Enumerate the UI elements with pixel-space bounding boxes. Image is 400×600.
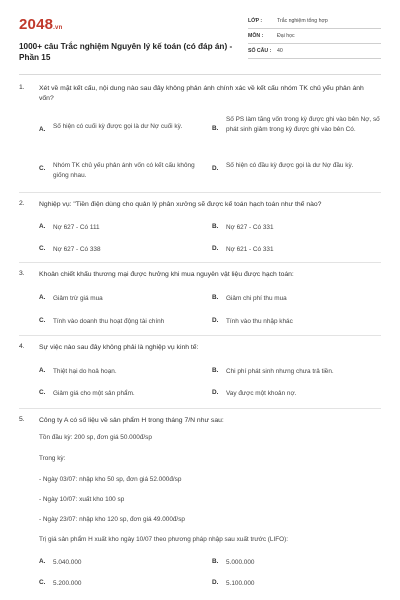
option-text: Giảm giá cho một sản phẩm. (53, 390, 135, 397)
question-detail: - Ngày 10/07: xuất kho 100 sp (39, 496, 125, 503)
question-2 (19, 200, 381, 260)
question-detail: Trị giá sản phẩm H xuất kho ngày 10/07 theo phương pháp nhập sau xuất trước (LIFO): (39, 536, 289, 543)
question-text: Sự việc nào sau đây không phải là nghiệp vụ kinh tế: (39, 344, 199, 351)
option-text: Số hiện có đầu kỳ được gọi là dư Nợ đầu kỳ. (226, 162, 354, 169)
option-text: Số hiện có cuối kỳ được gọi là dư Nợ cuối kỳ. (53, 123, 183, 130)
option-text: Nợ 627 - Có 331 (226, 224, 274, 231)
meta-label: SỐ CÂU : (248, 48, 272, 54)
option-text: Giảm trừ giá mua (53, 295, 103, 302)
option-letter: D. (212, 317, 219, 324)
meta-label: MÔN : (248, 33, 264, 39)
option-a[interactable] (39, 558, 81, 568)
option-text: Nợ 627 - Có 338 (53, 246, 101, 253)
option-text: 5.200.000 (53, 580, 82, 587)
meta-value: 40 (277, 48, 283, 54)
meta-table (248, 14, 381, 59)
meta-row-subject (248, 29, 381, 44)
meta-row-count (248, 44, 381, 59)
option-d[interactable] (212, 317, 293, 327)
option-letter: C. (39, 245, 46, 252)
option-letter: C. (39, 579, 46, 586)
question-detail: Tồn đầu kỳ: 200 sp, đơn giá 50.000đ/sp (39, 434, 152, 441)
option-d[interactable] (212, 245, 274, 255)
option-letter: B. (212, 125, 219, 132)
option-d[interactable] (212, 389, 296, 399)
option-b[interactable] (212, 223, 274, 233)
meta-value: Trắc nghiệm tổng hợp (277, 18, 328, 24)
document-header (19, 12, 381, 67)
option-letter: A. (39, 223, 46, 230)
option-text: 5.000.000 (226, 559, 255, 566)
option-letter: D. (212, 579, 219, 586)
option-letter: B. (212, 294, 219, 301)
option-text: Thiệt hại do hoả hoạn. (53, 368, 117, 375)
option-d[interactable] (212, 161, 382, 172)
question-divider (19, 335, 381, 336)
option-text: Tính vào thu nhập khác (226, 318, 293, 325)
option-a[interactable] (39, 294, 103, 304)
option-c[interactable] (39, 245, 101, 255)
question-text: Công ty A có số liệu về sản phẩm H trong tháng 7/N như sau: (39, 417, 224, 424)
option-b[interactable] (212, 115, 382, 134)
header-divider (19, 74, 381, 75)
question-number: 5. (19, 416, 25, 423)
logo-suffix: .vn (53, 25, 63, 31)
question-detail: - Ngày 03/07: nhập kho 50 sp, đơn giá 52.000đ/sp (39, 476, 182, 483)
option-a[interactable] (39, 122, 217, 133)
question-divider (19, 262, 381, 263)
option-text: Nợ 627 - Có 111 (53, 224, 100, 231)
question-divider (19, 192, 381, 193)
option-letter: A. (39, 367, 46, 374)
option-b[interactable] (212, 558, 254, 568)
option-letter: D. (212, 245, 219, 252)
question-5 (19, 416, 381, 592)
option-d[interactable] (212, 579, 254, 589)
option-letter: C. (39, 389, 46, 396)
option-text: Vay được một khoản nợ. (226, 390, 297, 397)
meta-row-class (248, 14, 381, 29)
question-number: 4. (19, 343, 25, 350)
option-letter: A. (39, 126, 46, 133)
meta-value: Đại học (277, 33, 295, 39)
question-text: Khoản chiết khấu thương mại được hưởng khi mua nguyên vật liệu được hạch toán: (39, 271, 294, 278)
logo-text: 2048 (19, 16, 54, 33)
option-letter: D. (212, 165, 219, 172)
question-text: Nghiệp vụ: "Tiền điện dùng cho quản lý phân xưởng sẽ được kế toán hạch toán như thế nào? (39, 201, 322, 208)
question-detail: Trong kỳ: (39, 455, 66, 462)
option-text: Chi phí phát sinh nhưng chưa trả tiền. (226, 368, 334, 375)
option-c[interactable] (39, 579, 81, 589)
option-text: Nợ 621 - Có 331 (226, 246, 274, 253)
question-4 (19, 343, 381, 405)
option-b[interactable] (212, 367, 334, 377)
option-letter: C. (39, 165, 46, 172)
page-title: 1000+ câu Trắc nghiệm Nguyên lý kế toán (có đáp án) - Phần 15 (19, 42, 233, 62)
option-c[interactable] (39, 389, 135, 399)
option-b[interactable] (212, 294, 287, 304)
option-letter: A. (39, 294, 46, 301)
option-letter: B. (212, 367, 219, 374)
option-text: Số PS làm tăng vốn trong kỳ được ghi vào bên Nợ, số phát sinh giảm trong kỳ được ghi vào bên Có. (226, 116, 380, 133)
question-1 (19, 84, 381, 184)
meta-label: LỚP : (248, 18, 263, 24)
option-a[interactable] (39, 223, 100, 233)
option-c[interactable] (39, 317, 164, 327)
option-text: 5.040.000 (53, 559, 82, 566)
question-3 (19, 270, 381, 332)
question-number: 2. (19, 200, 25, 207)
option-letter: D. (212, 389, 219, 396)
question-divider (19, 408, 381, 409)
option-text: Tính vào doanh thu hoạt động tài chính (53, 318, 165, 325)
option-text: Giảm chi phí thu mua (226, 295, 287, 302)
question-number: 1. (19, 84, 25, 91)
question-detail: - Ngày 23/07: nhập kho 120 sp, đơn giá 49.000đ/sp (39, 516, 185, 523)
option-letter: B. (212, 223, 219, 230)
site-logo[interactable] (19, 16, 62, 33)
question-number: 3. (19, 270, 25, 277)
option-c[interactable] (39, 161, 217, 180)
option-a[interactable] (39, 367, 117, 377)
option-letter: A. (39, 558, 46, 565)
option-text: 5.100.000 (226, 580, 255, 587)
option-text: Nhóm TK chủ yếu phản ánh vốn có kết cấu không giống nhau. (53, 162, 195, 179)
option-letter: C. (39, 317, 46, 324)
question-text: Xét về mặt kết cấu, nội dung nào sau đây không phản ánh chính xác về kết cấu nhóm TK chủ yếu phản ánh vốn? (39, 85, 364, 102)
option-letter: B. (212, 558, 219, 565)
